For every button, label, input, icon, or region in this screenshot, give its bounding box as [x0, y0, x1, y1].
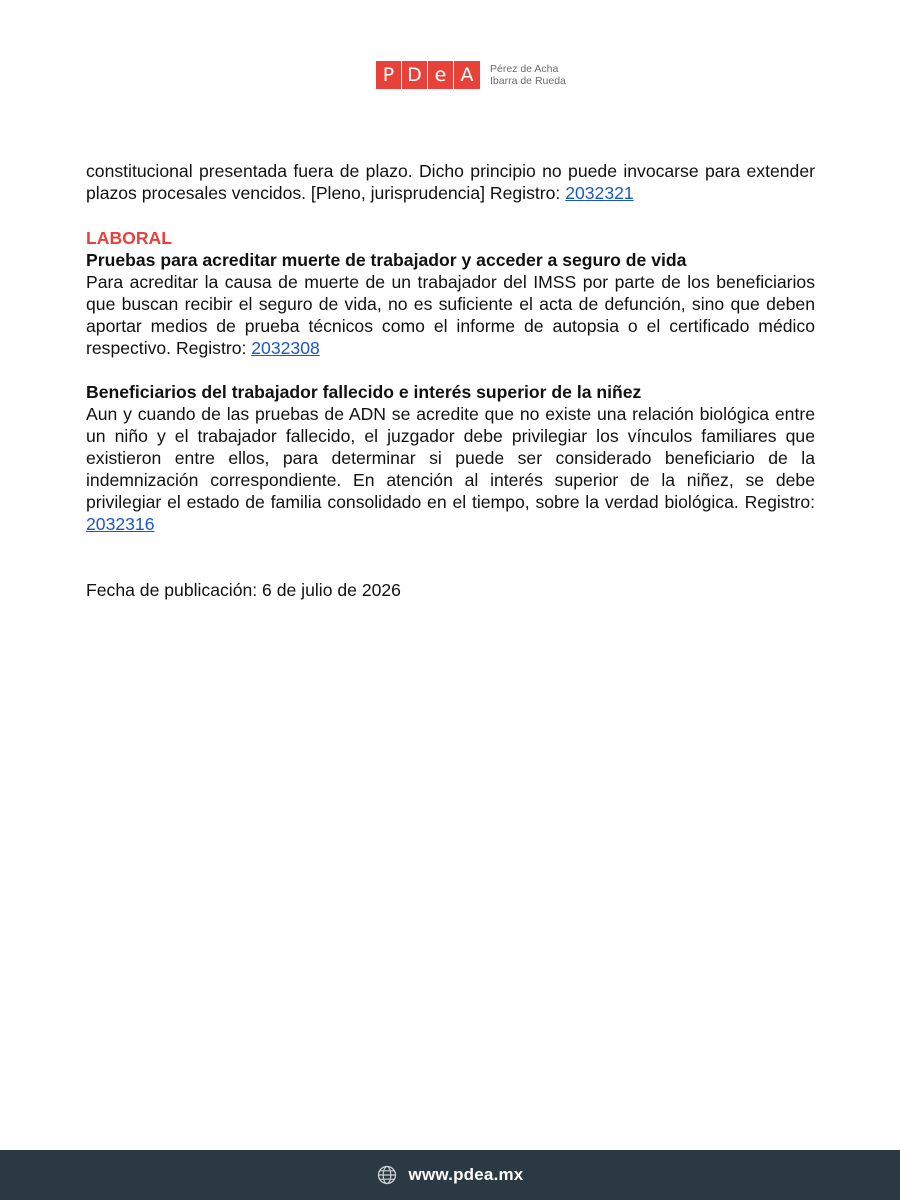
registro-link[interactable]: 2032308 — [251, 338, 320, 358]
article-text: Aun y cuando de las pruebas de ADN se acredite que no existe una relación biológica entre un niño y el trabajador fallecido, el juzgador debe privilegiar los vínculos familiares que existieron entre ellos, para determinar si puede ser considerado beneficiario de la indemnización correspondiente. En atención al interés superior de la niñez, se debe privilegiar el estado de familia consolidado en el tiempo, sobre la verdad biológica. Registro: — [86, 404, 815, 512]
firm-logo — [376, 61, 566, 89]
article-paragraph — [86, 403, 815, 535]
article-title: Beneficiarios del trabajador fallecido e interés superior de la niñez — [86, 382, 642, 402]
logo-letter: e — [428, 61, 454, 89]
document-body — [86, 160, 815, 601]
firm-name — [490, 63, 566, 87]
logo-letter: D — [402, 61, 428, 89]
registro-link[interactable]: 2032321 — [565, 183, 634, 203]
article-text: Para acreditar la causa de muerte de un trabajador del IMSS por parte de los beneficiarios que buscan recibir el seguro de vida, no es suficiente el acta de defunción, sino que deben aportar medios de prueba técnicos como el informe de autopsia o el certificado médico respectivo. Registro: — [86, 272, 815, 358]
website-link[interactable]: www.pdea.mx — [408, 1165, 524, 1184]
intro-text: constitucional presentada fuera de plazo. Dicho principio no puede invocarse para extender plazos procesales vencidos. [Pleno, jurisprudencia] Registro: — [86, 161, 815, 203]
publication-date: Fecha de publicación: 6 de julio de 2026 — [86, 580, 401, 600]
intro-paragraph — [86, 160, 815, 204]
footer-bar — [0, 1150, 900, 1200]
logo-letter: A — [454, 61, 480, 89]
paragraph-spacer — [86, 359, 815, 381]
article-title: Pruebas para acreditar muerte de trabajador y acceder a seguro de vida — [86, 250, 687, 270]
registro-link[interactable]: 2032316 — [86, 514, 155, 534]
firm-name-line1: Pérez de Acha — [490, 63, 559, 75]
article-paragraph — [86, 271, 815, 359]
footer-content — [377, 1165, 524, 1185]
logo-mark — [376, 61, 480, 89]
section-label: LABORAL — [86, 228, 173, 248]
globe-icon — [377, 1165, 397, 1185]
firm-name-line2: Ibarra de Rueda — [490, 75, 566, 87]
logo-letter: P — [376, 61, 402, 89]
